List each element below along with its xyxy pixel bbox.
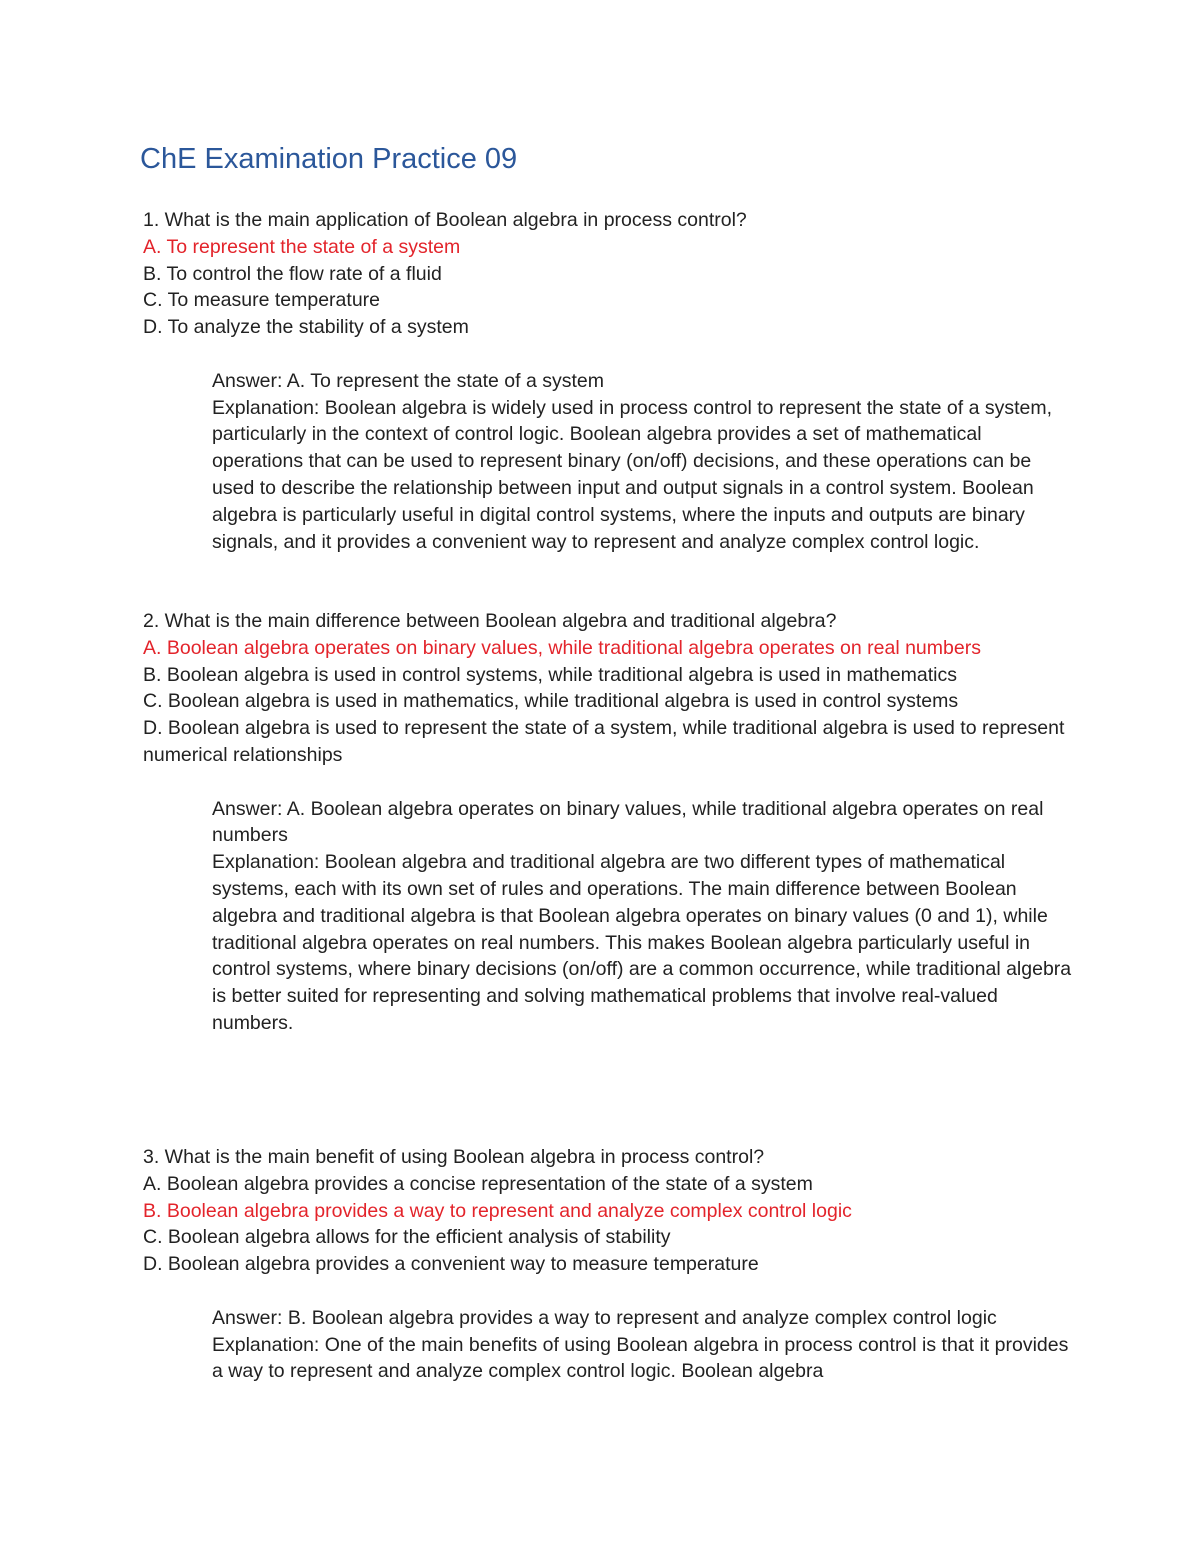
question-stem: 3. What is the main benefit of using Boolean algebra in process control? <box>143 1146 765 1168</box>
option-c: C. Boolean algebra allows for the efficient analysis of stability <box>143 1226 671 1249</box>
spacer <box>143 769 1073 796</box>
option-d: D. Boolean algebra is used to represent the state of a system, while traditional algebra is used to represent numerical relationships <box>143 717 1065 766</box>
option-d: D. Boolean algebra provides a convenient way to measure temperature <box>143 1253 759 1276</box>
option-list <box>143 1171 1073 1278</box>
option-a: A. Boolean algebra provides a concise representation of the state of a system <box>143 1172 813 1195</box>
question-stem: 2. What is the main difference between Boolean algebra and traditional algebra? <box>143 610 837 632</box>
explanation-text: Explanation: Boolean algebra is widely used in process control to represent the state of a system, particularly in the context of control logic. Boolean algebra provides a set of mathematical operations that can be used to represent binary (on/off) decisions, and these operations can be used to describe the relationship between input and output signals in a control system. Boolean algebra is particularly useful in digital control systems, where the inputs and outputs are binary signals, and it provides a convenient way to represent and analyze complex control logic. <box>212 396 1053 553</box>
option-list <box>143 635 1073 769</box>
page-title: ChE Examination Practice 09 <box>140 143 518 175</box>
answer-text: Answer: A. Boolean algebra operates on binary values, while traditional algebra operates on real numbers <box>212 797 1044 847</box>
answer-block <box>143 1305 1073 1385</box>
question-3 <box>143 1144 1073 1385</box>
question-1 <box>143 207 1073 555</box>
answer-block <box>143 796 1073 1037</box>
option-c: C. Boolean algebra is used in mathematics, while traditional algebra is used in control systems <box>143 690 959 713</box>
option-list <box>143 234 1073 341</box>
question-2 <box>143 608 1073 1037</box>
spacer <box>143 341 1073 368</box>
option-c: C. To measure temperature <box>143 289 380 312</box>
answer-text: Answer: A. To represent the state of a system <box>212 369 604 392</box>
explanation-text: Explanation: Boolean algebra and traditional algebra are two different types of mathematical systems, each with its own set of rules and operations. The main difference between Boolean algebra and traditional algebra is that Boolean algebra operates on binary values (0 and 1), while traditional algebra operates on real numbers. This makes Boolean algebra particularly useful in control systems, where binary decisions (on/off) are a common occurrence, while traditional algebra is better suited for representing and solving mathematical problems that involve real-valued numbers. <box>212 851 1072 1034</box>
option-b: B. Boolean algebra provides a way to represent and analyze complex control logic <box>143 1199 852 1222</box>
answer-text: Answer: B. Boolean algebra provides a way to represent and analyze complex control logic <box>212 1306 997 1329</box>
explanation-text: Explanation: One of the main benefits of using Boolean algebra in process control is that it provides a way to represent and analyze complex control logic. Boolean algebra <box>212 1333 1069 1383</box>
option-a: A. To represent the state of a system <box>143 235 461 258</box>
option-b: B. To control the flow rate of a fluid <box>143 262 442 285</box>
question-stem: 1. What is the main application of Boolean algebra in process control? <box>143 209 747 231</box>
option-a: A. Boolean algebra operates on binary values, while traditional algebra operates on real numbers <box>143 636 981 659</box>
answer-block <box>143 368 1073 556</box>
spacer <box>143 1278 1073 1305</box>
option-d: D. To analyze the stability of a system <box>143 316 469 339</box>
option-b: B. Boolean algebra is used in control systems, while traditional algebra is used in mathematics <box>143 663 958 686</box>
